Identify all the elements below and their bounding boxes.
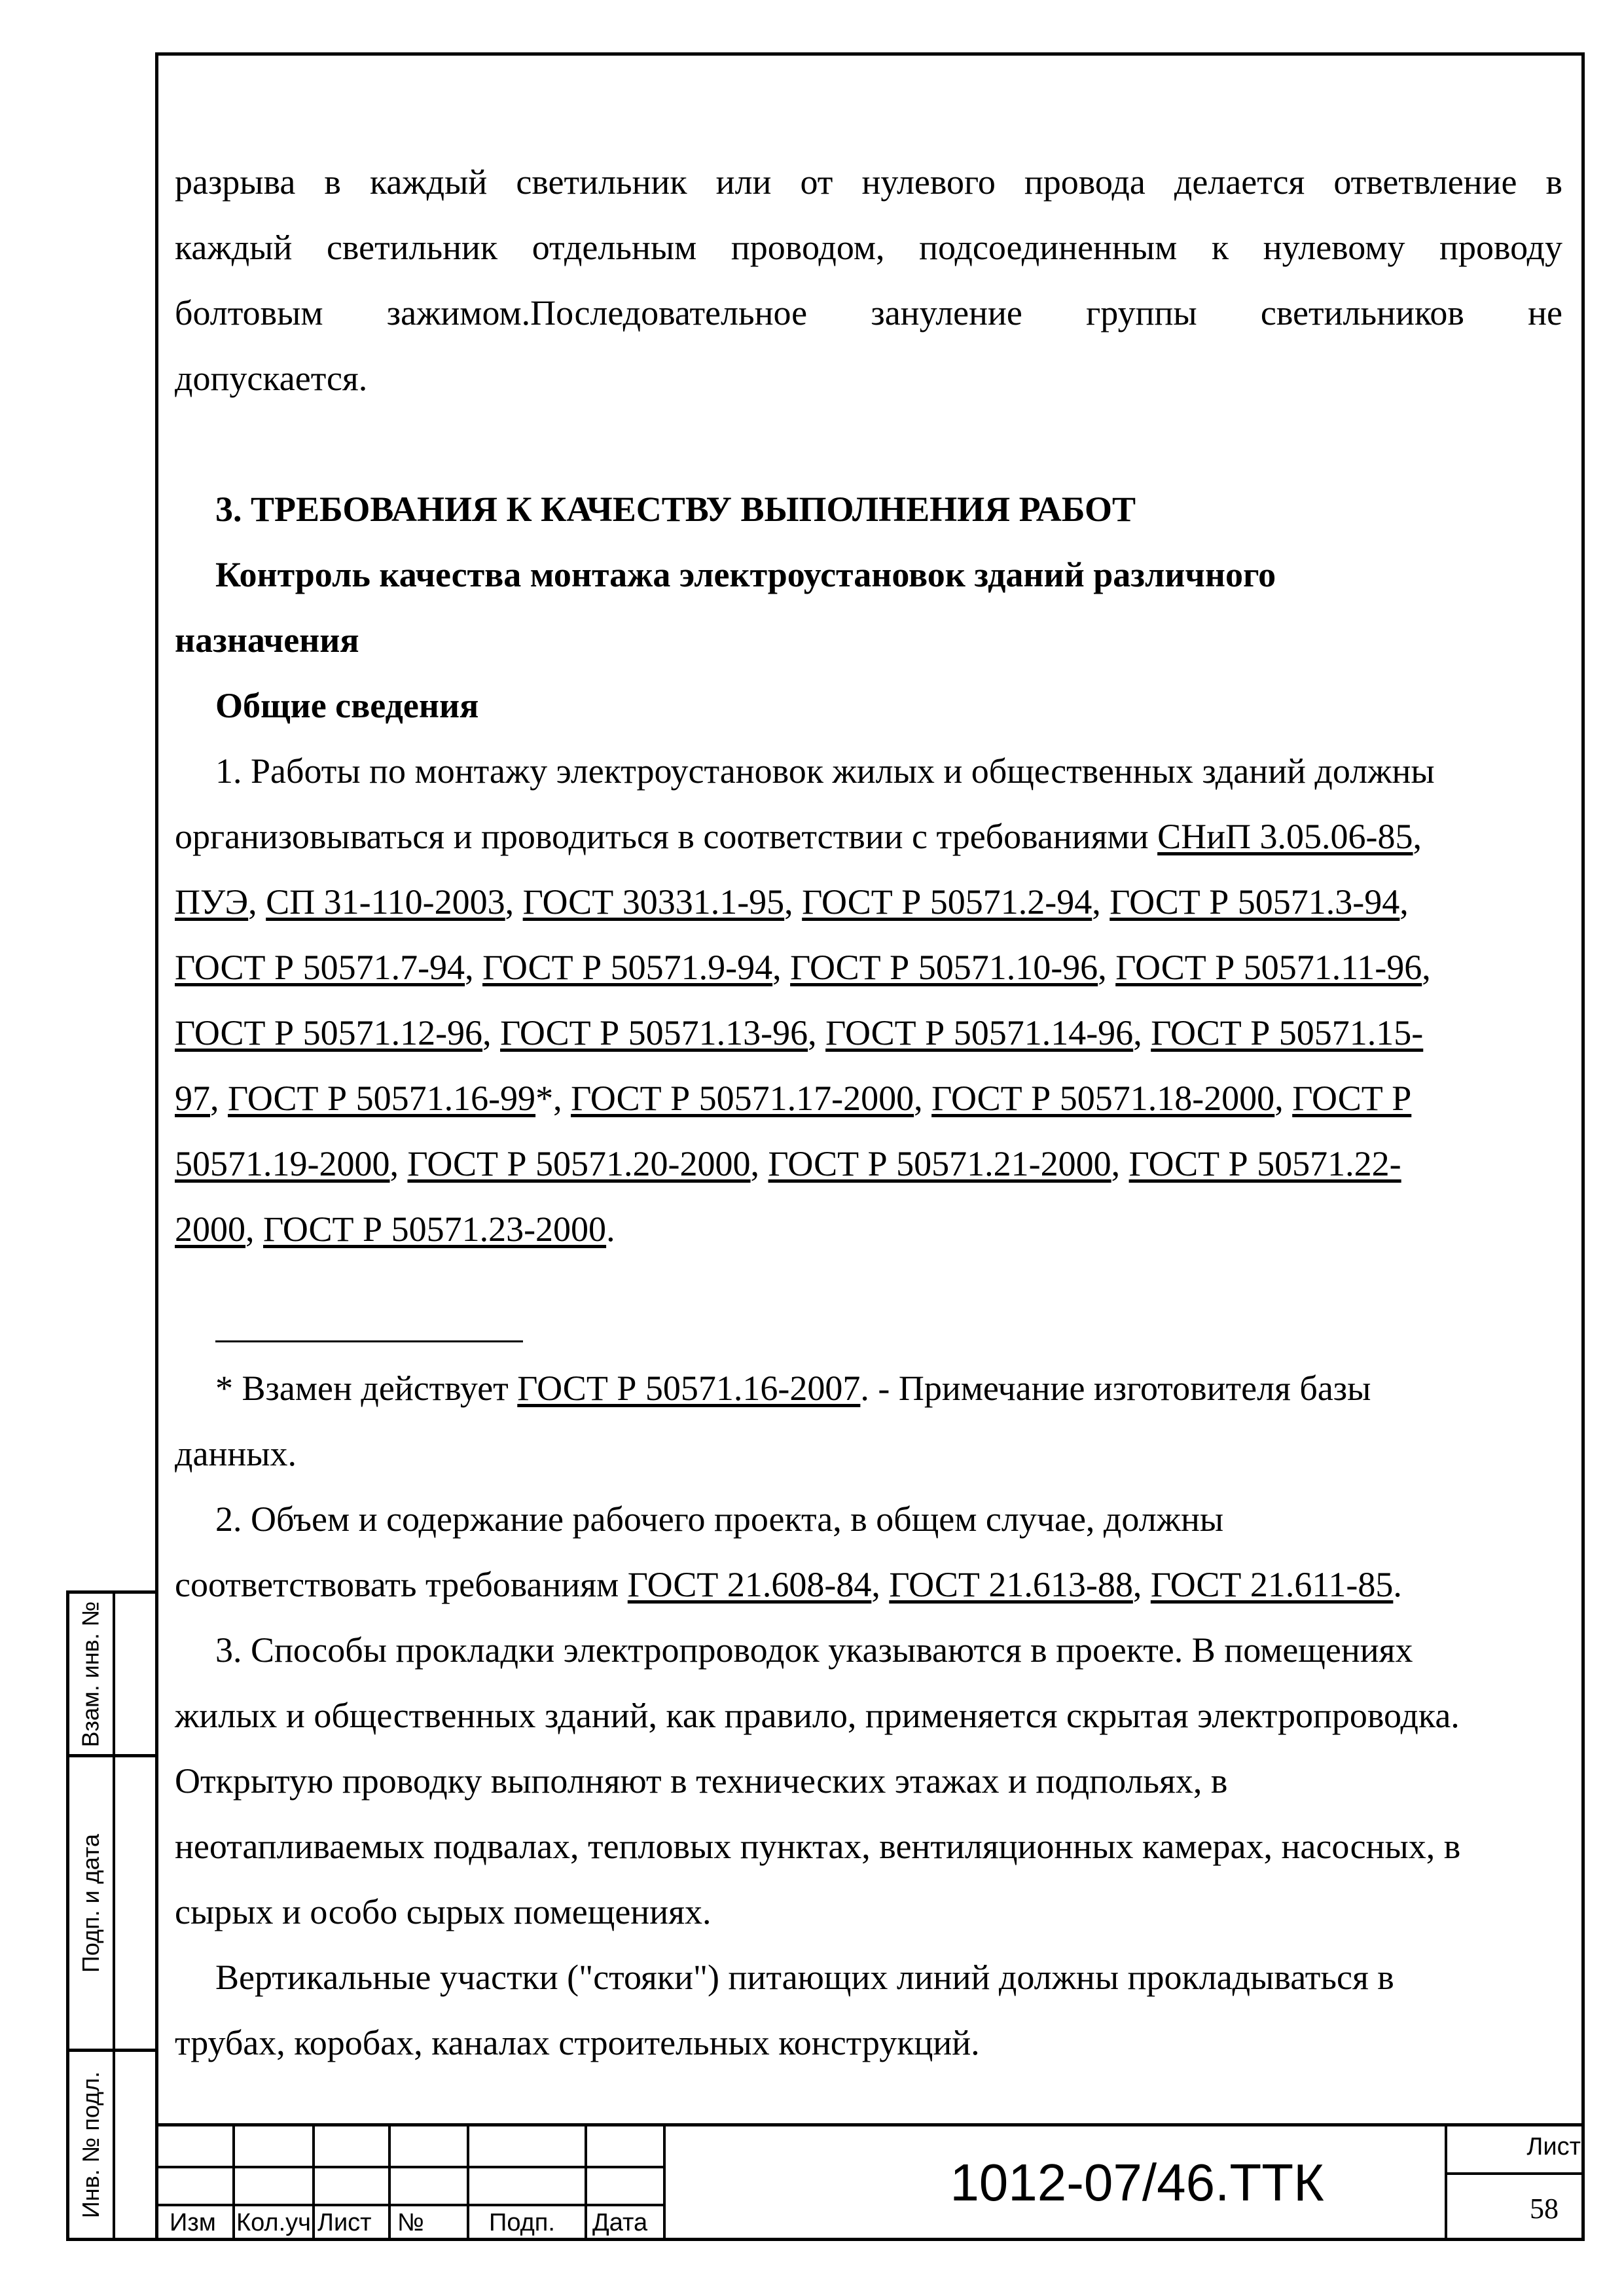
paragraph-3-line: жилых и общественных зданий, как правило, применяется скрытая электропроводка.: [175, 1696, 1460, 1735]
reference-link[interactable]: ГОСТ Р 50571.22-: [1128, 1144, 1401, 1183]
side-label-replace-inv: Взам. инв. №: [77, 1600, 104, 1748]
reference-link[interactable]: ГОСТ Р 50571.3-94: [1110, 882, 1400, 922]
subsection-title-1: Контроль качества монтажа электроустановок зданий различного: [215, 555, 1276, 594]
side-label-sign-date: Подп. и дата: [77, 1833, 104, 1973]
paragraph-1-line-6: 97, ГОСТ Р 50571.16-99*, ГОСТ Р 50571.17-2000, ГОСТ Р 50571.18-2000, ГОСТ Р: [175, 1079, 1412, 1118]
stamp-col-signature: Подп.: [489, 2209, 555, 2236]
reference-link[interactable]: ГОСТ Р 50571.11-96: [1115, 948, 1422, 987]
title-block: [155, 2123, 1585, 2241]
reference-link[interactable]: СП 31-110-2003: [266, 882, 505, 922]
paragraph-1-line-7: 50571.19-2000, ГОСТ Р 50571.20-2000, ГОСТ Р 50571.21-2000, ГОСТ Р 50571.22-: [175, 1144, 1401, 1183]
paragraph-1-line-3: ПУЭ, СП 31-110-2003, ГОСТ 30331.1-95, ГОСТ Р 50571.2-94, ГОСТ Р 50571.3-94,: [175, 882, 1409, 922]
side-strip-replace-inv: [66, 1590, 155, 1757]
reference-link[interactable]: ГОСТ Р 50571.12-96: [175, 1013, 483, 1052]
reference-link[interactable]: ПУЭ: [175, 882, 249, 922]
paragraph-2-line-2: соответствовать требованиям ГОСТ 21.608-84, ГОСТ 21.613-88, ГОСТ 21.611-85.: [175, 1565, 1402, 1604]
side-strip-inv-orig: [66, 2052, 155, 2241]
stamp-col-change: Изм: [170, 2209, 216, 2236]
reference-link[interactable]: ГОСТ Р 50571.17-2000: [571, 1079, 914, 1118]
reference-link[interactable]: ГОСТ Р 50571.16-99: [228, 1079, 536, 1118]
reference-link[interactable]: ГОСТ Р 50571.21-2000: [768, 1144, 1111, 1183]
paragraph-4-line: трубах, коробах, каналах строительных конструкций.: [175, 2023, 980, 2062]
paragraph-4-line: Вертикальные участки ("стояки") питающих линий должны прокладываться в: [215, 1958, 1394, 1997]
stamp-col-qty: Кол.уч: [236, 2209, 311, 2236]
intro-line: каждый светильник отдельным проводом, подсоединенным к нулевому проводу: [175, 228, 1562, 267]
reference-link[interactable]: ГОСТ Р: [1292, 1079, 1412, 1118]
reference-link[interactable]: 97: [175, 1079, 210, 1118]
reference-link[interactable]: 50571.19-2000: [175, 1144, 390, 1183]
footnote-line-2: данных.: [175, 1434, 297, 1473]
reference-link[interactable]: ГОСТ Р 50571.9-94: [482, 948, 773, 987]
reference-link[interactable]: ГОСТ Р 50571.13-96: [500, 1013, 808, 1052]
reference-link[interactable]: ГОСТ Р 50571.10-96: [790, 948, 1098, 987]
reference-link[interactable]: ГОСТ Р 50571.2-94: [802, 882, 1092, 922]
reference-link[interactable]: ГОСТ Р 50571.18-2000: [931, 1079, 1275, 1118]
reference-link[interactable]: ГОСТ Р 50571.15-: [1151, 1013, 1424, 1052]
paragraph-3-line: сырых и особо сырых помещениях.: [175, 1892, 712, 1931]
document-code: 1012-07/46.ТТК: [950, 2153, 1324, 2212]
reference-link[interactable]: ГОСТ Р 50571.20-2000: [407, 1144, 751, 1183]
intro-line: разрыва в каждый светильник или от нулевого провода делается ответвление в: [175, 162, 1562, 202]
subsection-title-2: назначения: [175, 620, 359, 660]
paragraph-1-line-5: ГОСТ Р 50571.12-96, ГОСТ Р 50571.13-96, ГОСТ Р 50571.14-96, ГОСТ Р 50571.15-: [175, 1013, 1424, 1052]
sheet-label: Лист: [1526, 2133, 1581, 2161]
reference-link[interactable]: ГОСТ 21.611-85: [1150, 1565, 1394, 1604]
reference-link[interactable]: СНиП 3.05.06-85: [1157, 817, 1413, 856]
stamp-col-date: Дата: [592, 2209, 648, 2236]
stamp-col-sheet: Лист: [317, 2209, 372, 2236]
reference-link[interactable]: ГОСТ Р 50571.16-2007: [517, 1369, 861, 1408]
sheet-number: 58: [1530, 2193, 1559, 2225]
general-title: Общие сведения: [215, 686, 479, 725]
paragraph-3-line: 3. Способы прокладки электропроводок указываются в проекте. В помещениях: [215, 1630, 1413, 1670]
paragraph-1-line-2: организовываться и проводиться в соответствии с требованиями СНиП 3.05.06-85,: [175, 817, 1422, 856]
reference-link[interactable]: 2000: [175, 1210, 245, 1249]
section-title: 3. ТРЕБОВАНИЯ К КАЧЕСТВУ ВЫПОЛНЕНИЯ РАБОТ: [215, 490, 1136, 529]
document-body: [175, 149, 1562, 2075]
paragraph-1-line-1: 1. Работы по монтажу электроустановок жилых и общественных зданий должны: [215, 751, 1435, 791]
reference-link[interactable]: ГОСТ Р 50571.7-94: [175, 948, 465, 987]
paragraph-3-line: Открытую проводку выполняют в технических этажах и подпольях, в: [175, 1761, 1228, 1801]
reference-link[interactable]: ГОСТ 21.608-84: [627, 1565, 872, 1604]
side-strip-sign-date: [66, 1757, 155, 2052]
side-label-inv-orig: Инв. № подл.: [77, 2071, 104, 2219]
reference-link[interactable]: ГОСТ 30331.1-95: [522, 882, 785, 922]
reference-link[interactable]: ГОСТ Р 50571.23-2000: [263, 1210, 607, 1249]
reference-link[interactable]: ГОСТ Р 50571.14-96: [825, 1013, 1134, 1052]
stamp-col-doc-number: №: [397, 2209, 424, 2236]
paragraph-1-line-8: 2000, ГОСТ Р 50571.23-2000.: [175, 1210, 615, 1249]
intro-line: допускается.: [175, 359, 368, 398]
paragraph-2-line-1: 2. Объем и содержание рабочего проекта, в общем случае, должны: [215, 1499, 1224, 1539]
footnote-line-1: * Взамен действует ГОСТ Р 50571.16-2007. - Примечание изготовителя базы: [215, 1369, 1371, 1408]
paragraph-1-line-4: ГОСТ Р 50571.7-94, ГОСТ Р 50571.9-94, ГОСТ Р 50571.10-96, ГОСТ Р 50571.11-96,: [175, 948, 1431, 987]
intro-line: болтовым зажимом.Последовательное зануление группы светильников не: [175, 293, 1562, 332]
reference-link[interactable]: ГОСТ 21.613-88: [889, 1565, 1133, 1604]
paragraph-3-line: неотапливаемых подвалах, тепловых пунктах, вентиляционных камерах, насосных, в: [175, 1827, 1461, 1866]
footnote-separator: [215, 1340, 523, 1342]
